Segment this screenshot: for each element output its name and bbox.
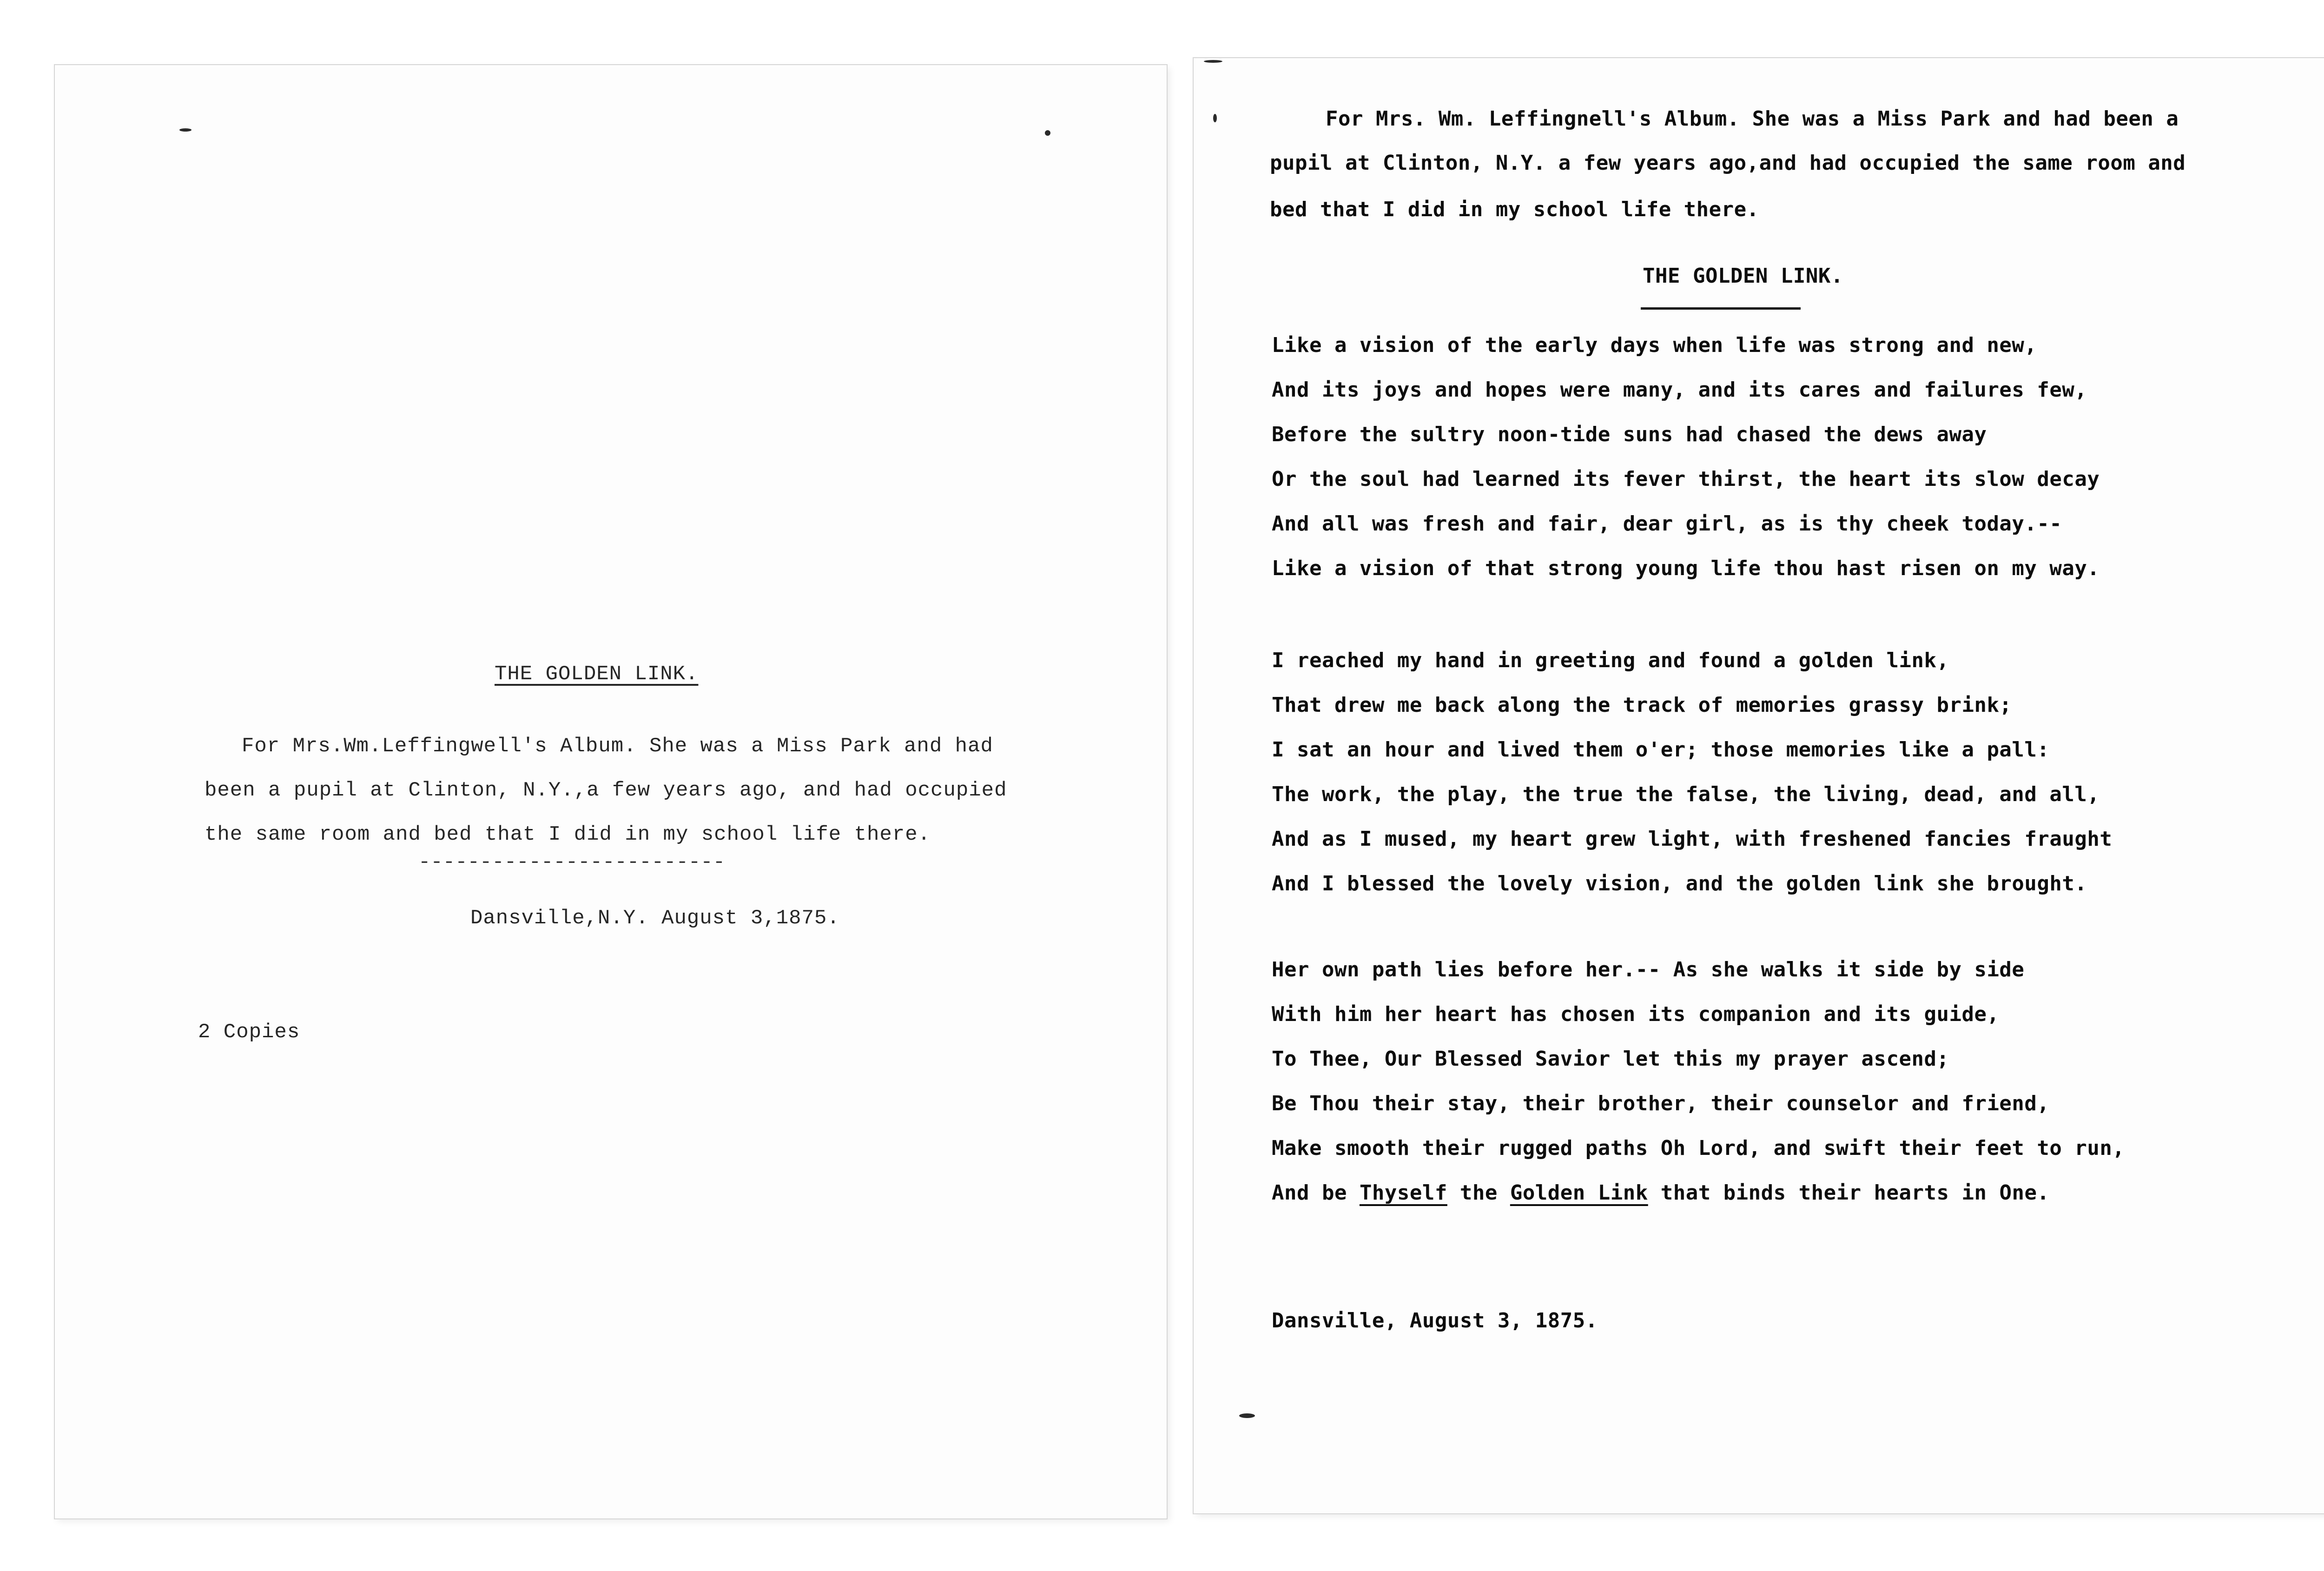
last-line-part-1: And be — [1272, 1181, 1360, 1205]
stanza-2-line-3: I sat an hour and lived them o'er; those memories like a pall: — [1272, 738, 2050, 762]
stanza-1-line-3: Before the sultry noon-tide suns had chased the dews away — [1272, 423, 1987, 446]
stanza-1-line-6: Like a vision of that strong young life thou hast risen on my way. — [1272, 557, 2100, 580]
golden-link-underlined: Golden Link — [1510, 1181, 1648, 1205]
title-underline-rule — [1641, 307, 1801, 310]
stanza-3-line-6 — [1272, 1181, 2049, 1205]
stanza-2-line-1: I reached my hand in greeting and found a golden link, — [1272, 649, 1949, 672]
ink-speck — [179, 128, 191, 132]
copies-note: 2 Copies — [198, 1021, 300, 1044]
stanza-1-line-1: Like a vision of the early days when life was strong and new, — [1272, 333, 2037, 357]
left-intro-line-1: For Mrs.Wm.Leffingwell's Album. She was a Miss Park and had — [242, 735, 993, 758]
stanza-3-line-1: Her own path lies before her.-- As she walks it side by side — [1272, 958, 2025, 981]
left-dateline: Dansville,N.Y. August 3,1875. — [470, 907, 840, 930]
last-line-part-2: the — [1447, 1181, 1510, 1205]
stanza-3-line-4: Be Thou their stay, their brother, their counselor and friend, — [1272, 1092, 2050, 1115]
ink-speck — [1239, 1413, 1255, 1418]
stanza-3-line-2: With him her heart has chosen its companion and its guide, — [1272, 1002, 2000, 1026]
right-intro-line-1: For Mrs. Wm. Leffingnell's Album. She was a Miss Park and had been a — [1326, 107, 2179, 131]
right-intro-line-3: bed that I did in my school life there. — [1270, 198, 1759, 221]
right-dateline: Dansville, August 3, 1875. — [1272, 1309, 1598, 1332]
stanza-2-line-6: And I blessed the lovely vision, and the golden link she brought. — [1272, 872, 2087, 895]
thyself-underlined: Thyself — [1359, 1181, 1447, 1205]
stanza-2-line-5: And as I mused, my heart grew light, with freshened fancies fraught — [1272, 827, 2113, 851]
stanza-3-line-3: To Thee, Our Blessed Savior let this my prayer ascend; — [1272, 1047, 1949, 1071]
stanza-2-line-2: That drew me back along the track of memories grassy brink; — [1272, 693, 2012, 717]
right-title: THE GOLDEN LINK. — [1643, 264, 1843, 288]
stanza-1-line-4: Or the soul had learned its fever thirst, the heart its slow decay — [1272, 467, 2100, 491]
right-intro-line-2: pupil at Clinton, N.Y. a few years ago,and had occupied the same room and — [1270, 151, 2186, 175]
stanza-1-line-2: And its joys and hopes were many, and its cares and failures few, — [1272, 378, 2087, 402]
stanza-1-line-5: And all was fresh and fair, dear girl, as is thy cheek today.-- — [1272, 512, 2062, 536]
last-line-part-3: that binds their hearts in One. — [1648, 1181, 2050, 1205]
ink-speck — [1045, 130, 1050, 136]
stanza-2-line-4: The work, the play, the true the false, the living, dead, and all, — [1272, 782, 2100, 806]
left-title: THE GOLDEN LINK. — [495, 663, 699, 686]
left-divider: ------------------------- — [418, 851, 726, 874]
ink-speck — [1204, 60, 1222, 63]
right-page — [1194, 58, 2324, 1513]
left-intro-line-2: been a pupil at Clinton, N.Y.,a few years ago, and had occupied — [205, 779, 1007, 802]
left-page — [55, 65, 1167, 1518]
ink-speck — [1213, 114, 1217, 122]
left-intro-line-3: the same room and bed that I did in my school life there. — [205, 823, 931, 846]
stanza-3-line-5: Make smooth their rugged paths Oh Lord, and swift their feet to run, — [1272, 1136, 2125, 1160]
